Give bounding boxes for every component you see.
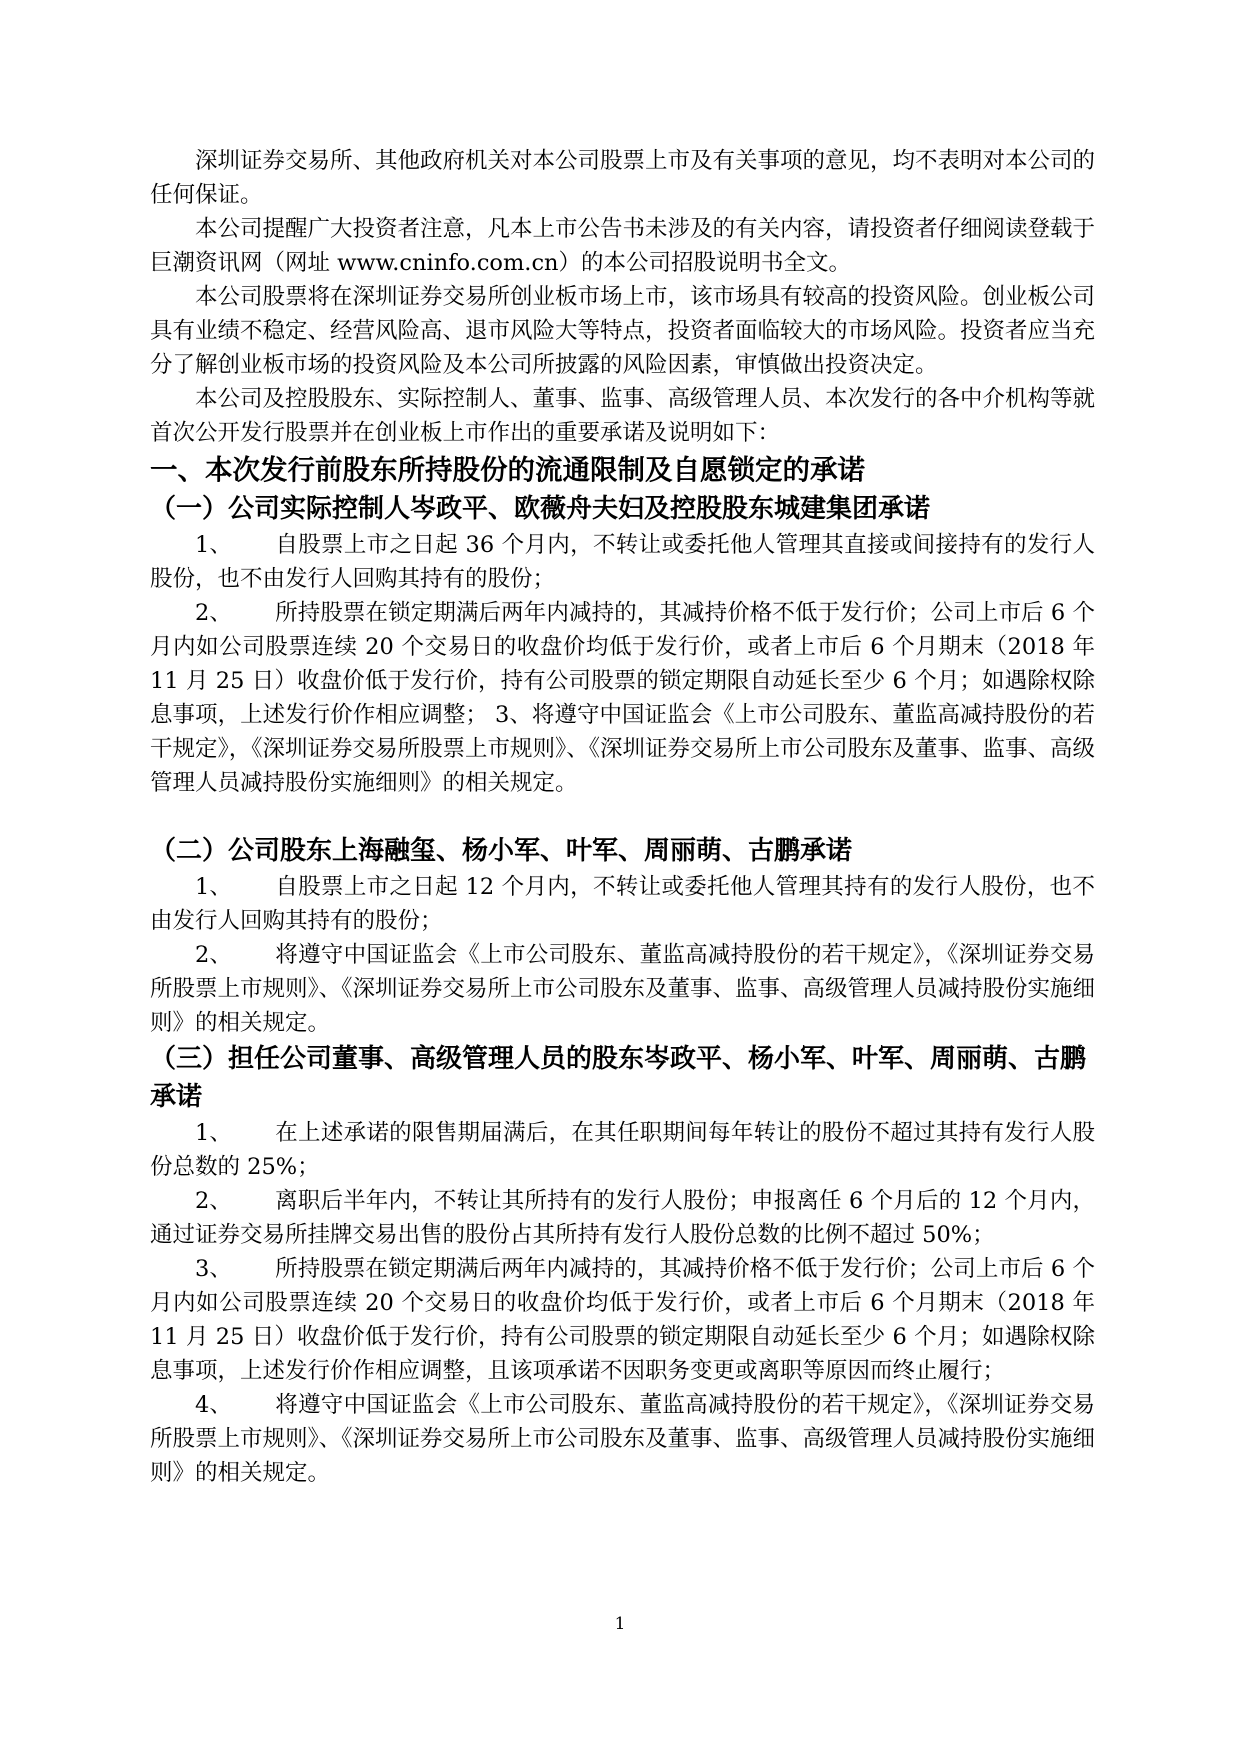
list-item	[150, 1116, 1095, 1184]
item-text: 自股票上市之日起 12 个月内，不转让或委托他人管理其持有的发行人股份，也不由发行人回购其持有的股份；	[150, 874, 1095, 934]
intro-paragraph: 本公司提醒广大投资者注意，凡本上市公告书未涉及的有关内容，请投资者仔细阅读登载于巨潮资讯网（网址 www.cninfo.com.cn）的本公司招股说明书全文。	[150, 216, 1096, 276]
item-number: 2、	[195, 942, 232, 968]
item-number: 4、	[195, 1392, 232, 1418]
intro-paragraph: 本公司及控股股东、实际控制人、董事、监事、高级管理人员、本次发行的各中介机构等就首次公开发行股票并在创业板上市作出的重要承诺及说明如下：	[150, 386, 1096, 446]
item-number: 1、	[195, 874, 232, 900]
item-text: 自股票上市之日起 36 个月内，不转让或委托他人管理其直接或间接持有的发行人股份，也不由发行人回购其持有的股份；	[150, 532, 1095, 592]
spacer	[150, 800, 1095, 832]
item-text: 所持股票在锁定期满后两年内减持的，其减持价格不低于发行价；公司上市后 6 个月内如公司股票连续 20 个交易日的收盘价均低于发行价，或者上市后 6 个月期末（2018 年 11 月 25 日）收盘价低于发行价，持有公司股票的锁定期限自动延长至少 6 个月；如遇除权除息事项，上述发行价作相应调整； 3、将遵守中国证监会《上市公司股东、董监高减持股份的若干规定》，《深圳证券交易所股票上市规则》、《深圳证券交易所上市公司股东及董事、监事、高级管理人员减持股份实施细则》的相关规定。	[150, 600, 1096, 796]
subsection-title-2: （二）公司股东上海融玺、杨小军、叶军、周丽萌、古鹏承诺	[150, 836, 853, 866]
subsection-title-3: （三）担任公司董事、高级管理人员的股东岑政平、杨小军、叶军、周丽萌、古鹏承诺	[150, 1044, 1087, 1112]
list-item	[150, 596, 1095, 800]
item-number: 2、	[195, 600, 232, 626]
document-body	[150, 144, 1095, 1490]
item-text: 所持股票在锁定期满后两年内减持的，其减持价格不低于发行价；公司上市后 6 个月内如公司股票连续 20 个交易日的收盘价均低于发行价，或者上市后 6 个月期末（2018 年 11 月 25 日）收盘价低于发行价，持有公司股票的锁定期限自动延长至少 6 个月；如遇除权除息事项，上述发行价作相应调整，且该项承诺不因职务变更或离职等原因而终止履行；	[150, 1256, 1095, 1384]
subsection-title-1: （一）公司实际控制人岑政平、欧薇舟夫妇及控股股东城建集团承诺	[150, 494, 931, 524]
intro-paragraph: 深圳证券交易所、其他政府机关对本公司股票上市及有关事项的意见，均不表明对本公司的任何保证。	[150, 148, 1096, 208]
item-number: 2、	[195, 1188, 232, 1214]
list-item	[150, 1184, 1095, 1252]
item-text: 将遵守中国证监会《上市公司股东、董监高减持股份的若干规定》，《深圳证券交易所股票上市规则》、《深圳证券交易所上市公司股东及董事、监事、高级管理人员减持股份实施细则》的相关规定。	[150, 942, 1096, 1036]
item-number: 3、	[195, 1256, 232, 1282]
list-item	[150, 1252, 1095, 1388]
item-text: 在上述承诺的限售期届满后，在其任职期间每年转让的股份不超过其持有发行人股份总数的 25%；	[150, 1120, 1095, 1180]
intro-paragraph: 本公司股票将在深圳证券交易所创业板市场上市，该市场具有较高的投资风险。创业板公司具有业绩不稳定、经营风险高、退市风险大等特点，投资者面临较大的市场风险。投资者应当充分了解创业板市场的投资风险及本公司所披露的风险因素，审慎做出投资决定。	[150, 284, 1096, 378]
item-number: 1、	[195, 1120, 232, 1146]
item-text: 离职后半年内，不转让其所持有的发行人股份；申报离任 6 个月后的 12 个月内，通过证券交易所挂牌交易出售的股份占其所持有发行人股份总数的比例不超过 50%；	[150, 1188, 1095, 1248]
list-item	[150, 528, 1095, 596]
list-item	[150, 1388, 1095, 1490]
item-text: 将遵守中国证监会《上市公司股东、董监高减持股份的若干规定》，《深圳证券交易所股票上市规则》、《深圳证券交易所上市公司股东及董事、监事、高级管理人员减持股份实施细则》的相关规定。	[150, 1392, 1096, 1486]
list-item	[150, 938, 1095, 1040]
item-number: 1、	[195, 532, 232, 558]
page-number: 1	[614, 1614, 626, 1634]
list-item	[150, 870, 1095, 938]
section-title: 一、本次发行前股东所持股份的流通限制及自愿锁定的承诺	[150, 454, 865, 486]
